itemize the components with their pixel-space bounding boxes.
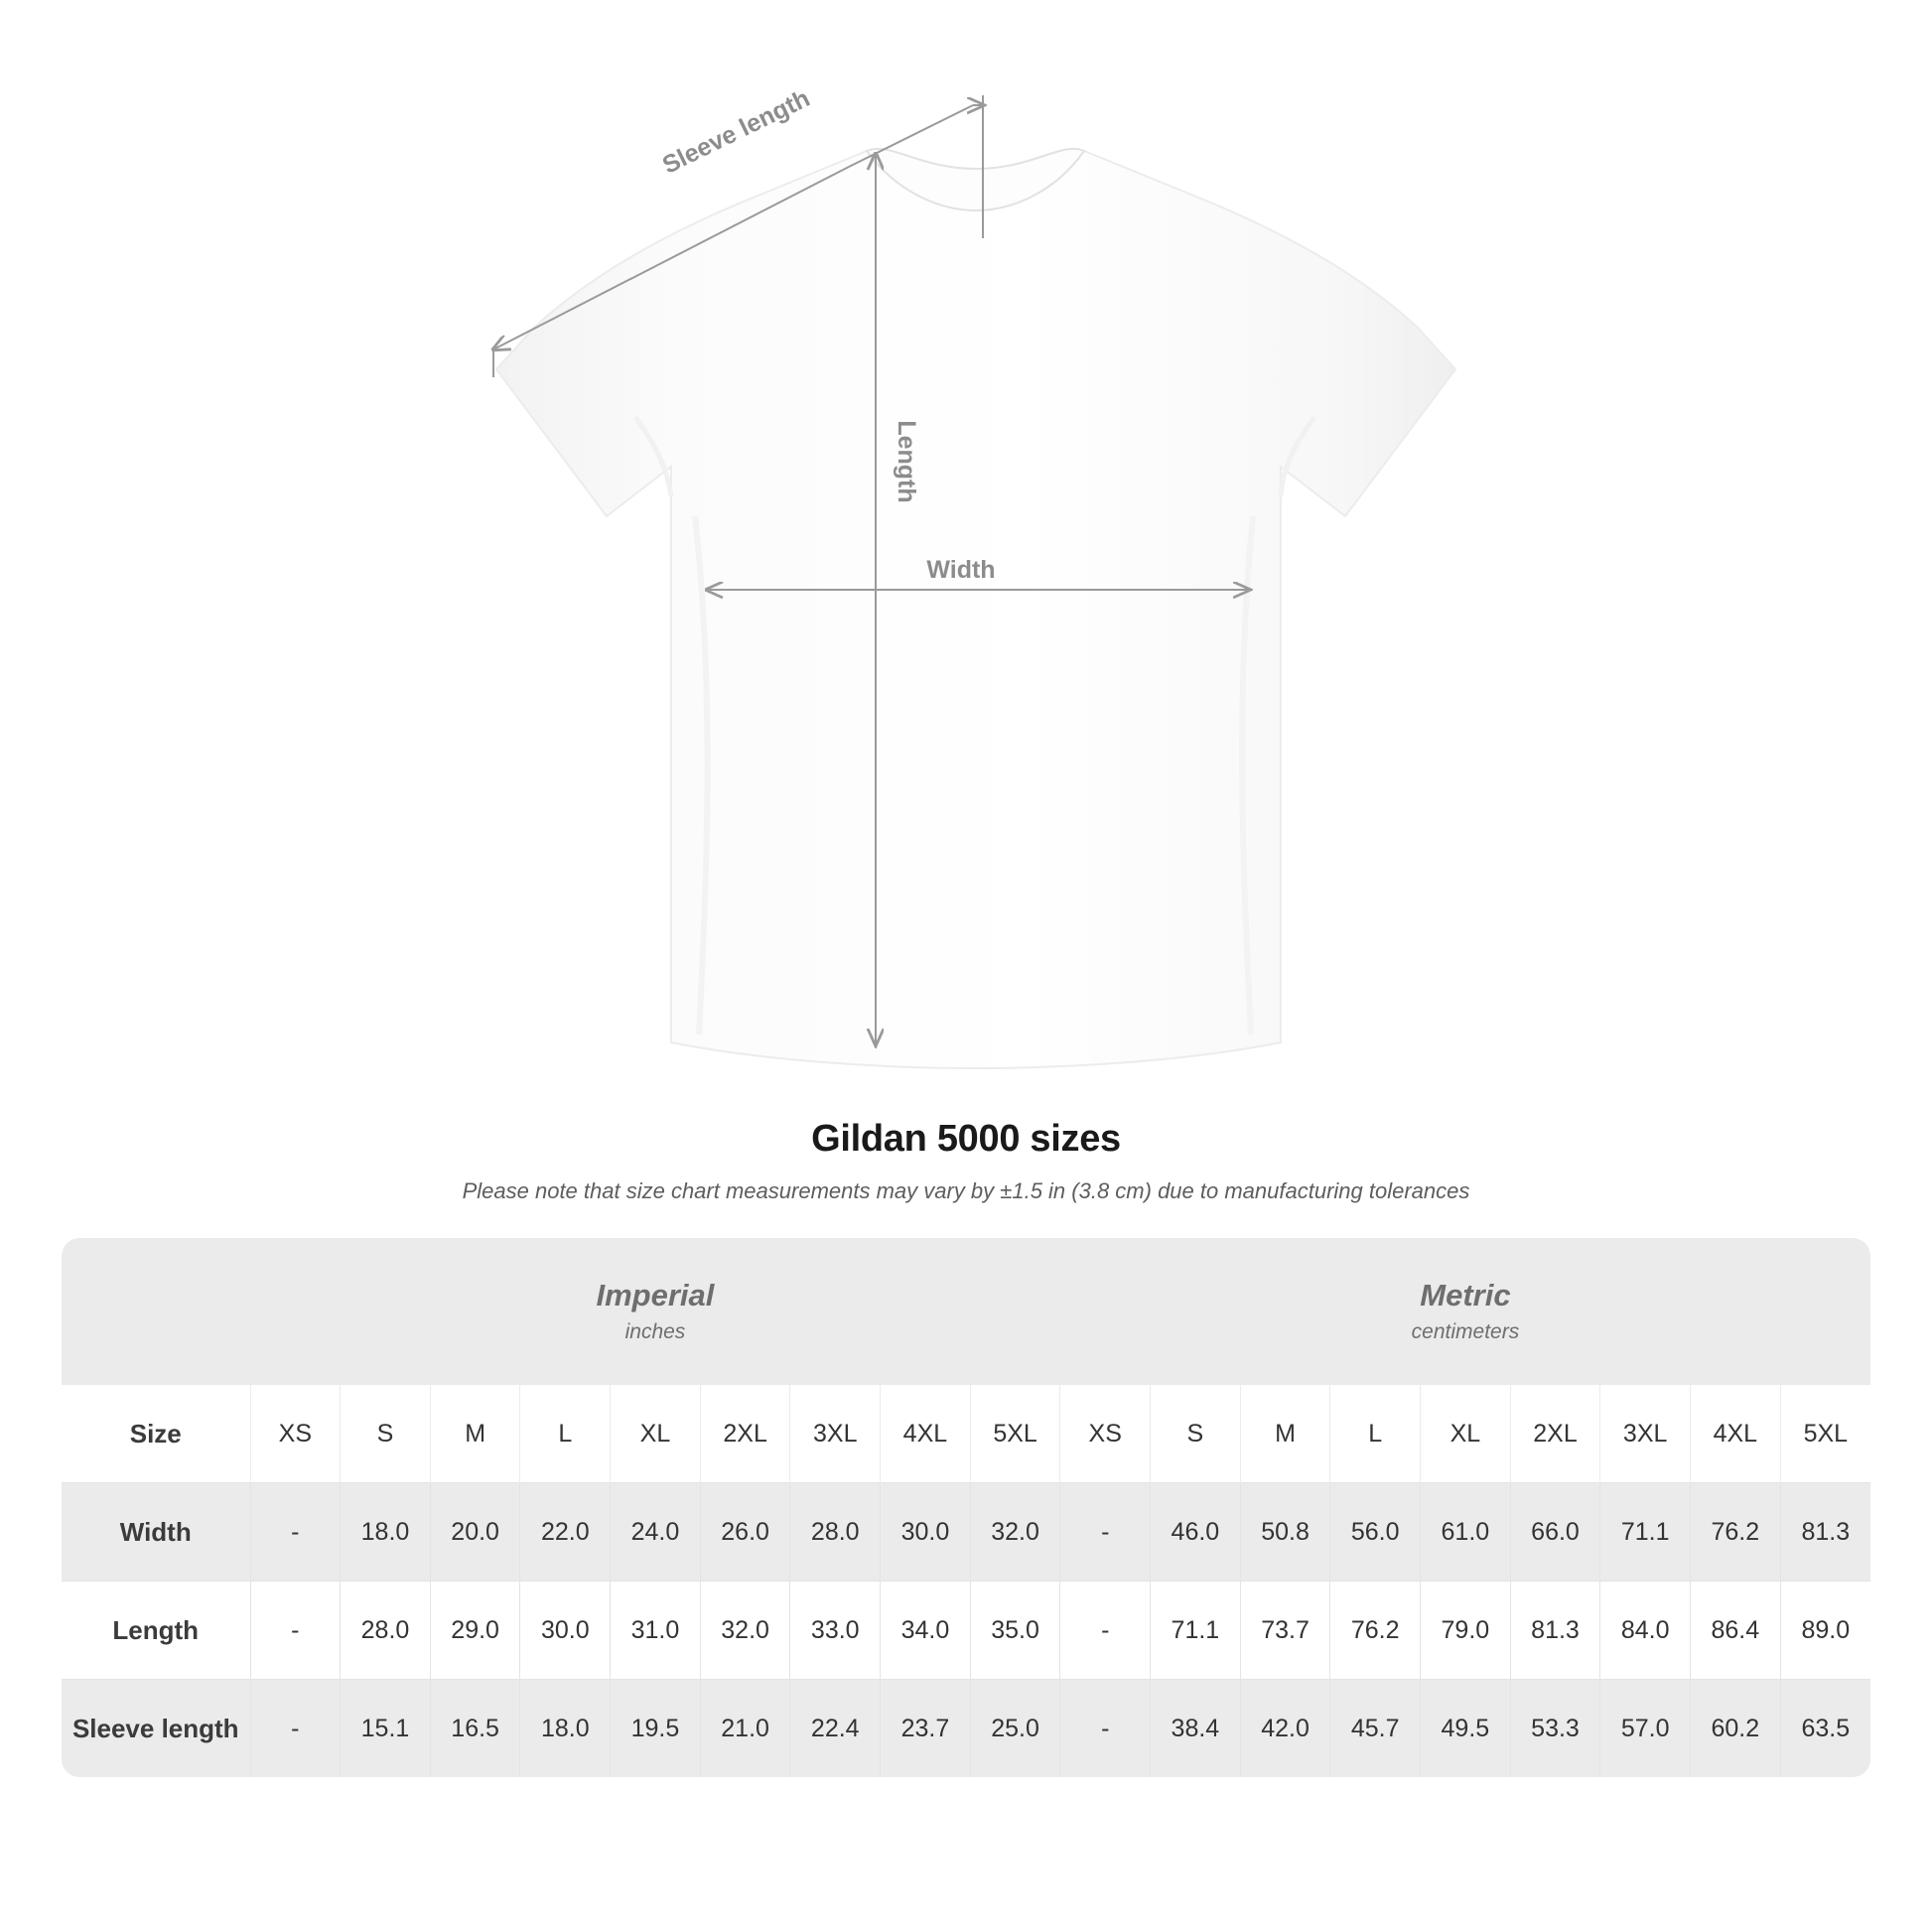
cell-length-met-0: - xyxy=(1060,1582,1151,1680)
cell-width-met-0: - xyxy=(1060,1483,1151,1582)
cell-sleeve-imp-4: 19.5 xyxy=(611,1680,701,1778)
unit-name-metric: Metric xyxy=(1420,1277,1511,1312)
size-head-met-7: 4XL xyxy=(1691,1385,1781,1483)
cell-sleeve-met-5: 53.3 xyxy=(1510,1680,1600,1778)
cell-length-met-3: 76.2 xyxy=(1330,1582,1421,1680)
size-head-imp-7: 4XL xyxy=(881,1385,971,1483)
cell-width-imp-2: 20.0 xyxy=(430,1483,520,1582)
cell-width-imp-5: 26.0 xyxy=(700,1483,790,1582)
cell-width-met-1: 46.0 xyxy=(1151,1483,1241,1582)
cell-width-met-5: 66.0 xyxy=(1510,1483,1600,1582)
cell-length-imp-4: 31.0 xyxy=(611,1582,701,1680)
cell-sleeve-met-3: 45.7 xyxy=(1330,1680,1421,1778)
cell-width-met-8: 81.3 xyxy=(1780,1483,1870,1582)
row-label-width: Width xyxy=(62,1483,250,1582)
cell-sleeve-imp-3: 18.0 xyxy=(520,1680,611,1778)
size-head-met-2: M xyxy=(1240,1385,1330,1483)
size-head-imp-5: 2XL xyxy=(700,1385,790,1483)
cell-length-imp-6: 33.0 xyxy=(790,1582,881,1680)
cell-length-met-5: 81.3 xyxy=(1510,1582,1600,1680)
cell-width-imp-3: 22.0 xyxy=(520,1483,611,1582)
cell-sleeve-imp-2: 16.5 xyxy=(430,1680,520,1778)
size-head-imp-4: XL xyxy=(611,1385,701,1483)
cell-width-imp-7: 30.0 xyxy=(881,1483,971,1582)
tolerance-note: Please note that size chart measurements may vary by ±1.5 in (3.8 cm) due to manufacturing tolerances xyxy=(462,1178,1470,1203)
size-head-met-0: XS xyxy=(1060,1385,1151,1483)
cell-length-imp-2: 29.0 xyxy=(430,1582,520,1680)
length-label: Length xyxy=(893,420,920,503)
table-row xyxy=(62,1680,1870,1778)
size-head-imp-1: S xyxy=(341,1385,431,1483)
size-head-imp-3: L xyxy=(520,1385,611,1483)
cell-sleeve-met-0: - xyxy=(1060,1680,1151,1778)
size-head-met-3: L xyxy=(1330,1385,1421,1483)
cell-length-met-7: 86.4 xyxy=(1691,1582,1781,1680)
unit-sub-imperial: inches xyxy=(624,1320,686,1344)
size-head-met-8: 5XL xyxy=(1780,1385,1870,1483)
cell-sleeve-imp-6: 22.4 xyxy=(790,1680,881,1778)
size-head-imp-6: 3XL xyxy=(790,1385,881,1483)
row-label-length: Length xyxy=(62,1582,250,1680)
cell-width-imp-6: 28.0 xyxy=(790,1483,881,1582)
cell-width-met-3: 56.0 xyxy=(1330,1483,1421,1582)
unit-header-spacer xyxy=(62,1238,250,1385)
width-label: Width xyxy=(926,556,996,584)
size-table xyxy=(62,1238,1870,1777)
cell-sleeve-met-4: 49.5 xyxy=(1421,1680,1511,1778)
cell-width-met-6: 71.1 xyxy=(1600,1483,1691,1582)
unit-name-imperial: Imperial xyxy=(596,1277,715,1312)
size-table-wrap xyxy=(62,1238,1870,1777)
cell-width-imp-4: 24.0 xyxy=(611,1483,701,1582)
cell-length-met-6: 84.0 xyxy=(1600,1582,1691,1680)
cell-length-met-1: 71.1 xyxy=(1151,1582,1241,1680)
row-label-sleeve-length: Sleeve length xyxy=(62,1680,250,1778)
tshirt-shape xyxy=(496,149,1455,1068)
sleeve-length-label: Sleeve length xyxy=(657,83,815,180)
cell-sleeve-imp-0: - xyxy=(250,1680,341,1778)
size-head-imp-0: XS xyxy=(250,1385,341,1483)
unit-header-row xyxy=(62,1238,1870,1385)
size-head-imp-8: 5XL xyxy=(970,1385,1060,1483)
cell-length-imp-7: 34.0 xyxy=(881,1582,971,1680)
size-header-row xyxy=(62,1385,1870,1483)
cell-width-met-2: 50.8 xyxy=(1240,1483,1330,1582)
title-block xyxy=(0,1118,1932,1204)
cell-width-met-7: 76.2 xyxy=(1691,1483,1781,1582)
cell-sleeve-imp-8: 25.0 xyxy=(970,1680,1060,1778)
cell-length-met-2: 73.7 xyxy=(1240,1582,1330,1680)
size-head-met-5: 2XL xyxy=(1510,1385,1600,1483)
cell-sleeve-met-1: 38.4 xyxy=(1151,1680,1241,1778)
cell-length-met-8: 89.0 xyxy=(1780,1582,1870,1680)
cell-sleeve-imp-7: 23.7 xyxy=(881,1680,971,1778)
size-header-label: Size xyxy=(62,1385,250,1483)
cell-width-imp-1: 18.0 xyxy=(341,1483,431,1582)
size-head-met-1: S xyxy=(1151,1385,1241,1483)
size-head-imp-2: M xyxy=(430,1385,520,1483)
cell-width-imp-0: - xyxy=(250,1483,341,1582)
table-row xyxy=(62,1582,1870,1680)
unit-header-metric xyxy=(1060,1238,1870,1385)
cell-sleeve-met-2: 42.0 xyxy=(1240,1680,1330,1778)
unit-sub-metric: centimeters xyxy=(1411,1320,1520,1344)
cell-length-imp-5: 32.0 xyxy=(700,1582,790,1680)
cell-width-imp-8: 32.0 xyxy=(970,1483,1060,1582)
cell-length-imp-0: - xyxy=(250,1582,341,1680)
cell-sleeve-met-8: 63.5 xyxy=(1780,1680,1870,1778)
cell-length-met-4: 79.0 xyxy=(1421,1582,1511,1680)
cell-sleeve-imp-1: 15.1 xyxy=(341,1680,431,1778)
size-head-met-6: 3XL xyxy=(1600,1385,1691,1483)
cell-length-imp-3: 30.0 xyxy=(520,1582,611,1680)
unit-header-imperial xyxy=(250,1238,1060,1385)
cell-length-imp-8: 35.0 xyxy=(970,1582,1060,1680)
table-row xyxy=(62,1483,1870,1582)
cell-sleeve-met-7: 60.2 xyxy=(1691,1680,1781,1778)
cell-length-imp-1: 28.0 xyxy=(341,1582,431,1680)
page-title: Gildan 5000 sizes xyxy=(811,1118,1121,1160)
cell-sleeve-met-6: 57.0 xyxy=(1600,1680,1691,1778)
cell-width-met-4: 61.0 xyxy=(1421,1483,1511,1582)
size-head-met-4: XL xyxy=(1421,1385,1511,1483)
cell-sleeve-imp-5: 21.0 xyxy=(700,1680,790,1778)
